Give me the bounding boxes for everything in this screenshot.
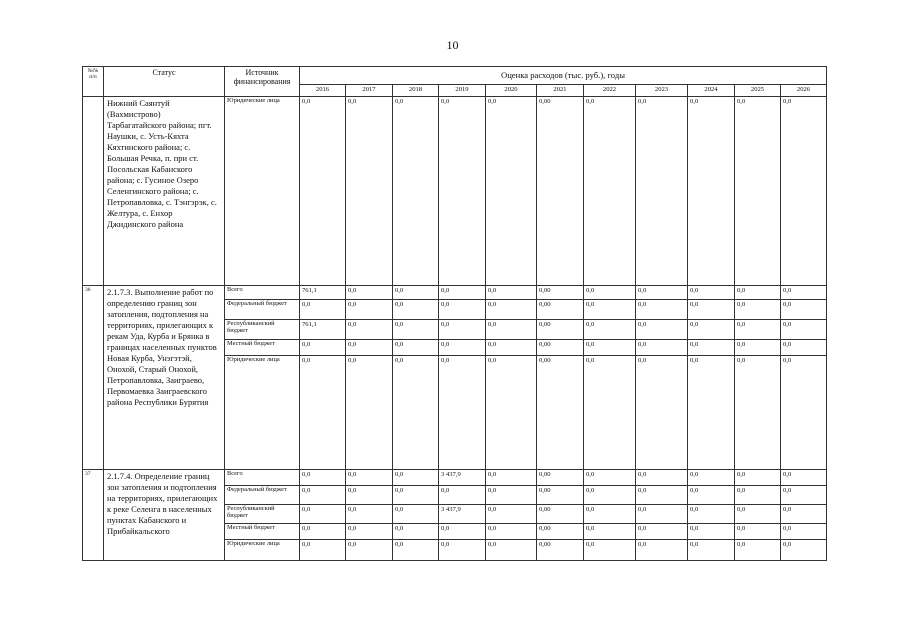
value-cell: 0,00 <box>537 524 584 540</box>
status-cell: 2.1.7.4. Определение границ зон затопления и подтопления на территориях, прилегающих к реке Селенга в населенных пунктах Кабанского и Прибайкальского <box>104 470 225 561</box>
year-header: 2019 <box>439 85 486 97</box>
value-cell: 0,0 <box>688 470 735 486</box>
value-cell: 0,0 <box>688 486 735 505</box>
value-cell: 0,0 <box>346 486 393 505</box>
value-cell: 0,0 <box>486 340 537 356</box>
value-cell: 0,0 <box>735 340 781 356</box>
value-cell: 0,00 <box>537 540 584 561</box>
value-cell: 0,0 <box>584 340 636 356</box>
value-cell: 0,0 <box>735 300 781 320</box>
value-cell: 0,0 <box>439 340 486 356</box>
value-cell: 0,0 <box>439 286 486 300</box>
value-cell: 0,0 <box>346 97 393 286</box>
value-cell: 0,0 <box>439 356 486 470</box>
table-row <box>83 286 827 300</box>
value-cell: 0,0 <box>735 97 781 286</box>
year-header: 2024 <box>688 85 735 97</box>
value-cell: 0,00 <box>537 97 584 286</box>
value-cell: 0,0 <box>584 356 636 470</box>
value-cell: 3 437,9 <box>439 505 486 524</box>
year-header: 2023 <box>636 85 688 97</box>
value-cell: 0,0 <box>346 356 393 470</box>
value-cell: 0,0 <box>735 286 781 300</box>
value-cell: 0,0 <box>688 286 735 300</box>
page-number: 10 <box>446 38 459 52</box>
funding-source: Всего <box>225 470 300 486</box>
funding-source: Юридические лица <box>225 356 300 470</box>
table-body <box>83 67 827 561</box>
value-cell: 0,0 <box>346 524 393 540</box>
value-cell: 0,0 <box>393 300 439 320</box>
value-cell: 0,0 <box>735 524 781 540</box>
value-cell: 0,0 <box>735 356 781 470</box>
value-cell: 0,0 <box>439 540 486 561</box>
value-cell: 0,00 <box>537 486 584 505</box>
value-cell: 0,0 <box>393 286 439 300</box>
value-cell: 0,0 <box>486 486 537 505</box>
header-status: Статус <box>104 67 225 97</box>
value-cell: 0,00 <box>537 320 584 340</box>
value-cell: 0,0 <box>688 97 735 286</box>
row-number: 36 <box>83 286 104 470</box>
value-cell: 0,0 <box>781 470 827 486</box>
value-cell: 0,0 <box>584 470 636 486</box>
value-cell: 0,0 <box>346 286 393 300</box>
value-cell: 0,0 <box>439 97 486 286</box>
status-cell: Нижний Саянтуй (Вахмистрово) Тарбагатайского района; пгт. Наушки, с. Усть-Кяхта Кяхтинского района; с. Большая Речка, п. при ст. Посольская Кабанского района; с. Гусиное Озеро Селенгинского района; с. Петропавловка, с. Тэнгэрэк, с. Желтура, с. Енхор Джидинского района <box>104 97 225 286</box>
funding-source: Местный бюджет <box>225 524 300 540</box>
value-cell: 0,00 <box>537 340 584 356</box>
value-cell: 0,0 <box>346 320 393 340</box>
value-cell: 0,0 <box>688 300 735 320</box>
value-cell: 0,0 <box>346 470 393 486</box>
year-header: 2020 <box>486 85 537 97</box>
header-row <box>83 67 827 85</box>
value-cell: 0,00 <box>537 505 584 524</box>
value-cell: 0,0 <box>688 524 735 540</box>
value-cell: 0,0 <box>636 320 688 340</box>
value-cell: 0,0 <box>636 97 688 286</box>
value-cell: 761,1 <box>300 286 346 300</box>
value-cell: 0,0 <box>688 505 735 524</box>
year-header: 2018 <box>393 85 439 97</box>
value-cell: 0,0 <box>393 356 439 470</box>
value-cell: 0,0 <box>584 97 636 286</box>
funding-source: Республиканский бюджет <box>225 320 300 340</box>
year-header: 2021 <box>537 85 584 97</box>
value-cell: 0,0 <box>393 486 439 505</box>
value-cell: 0,0 <box>300 300 346 320</box>
value-cell: 0,0 <box>393 505 439 524</box>
value-cell: 0,0 <box>688 356 735 470</box>
value-cell: 0,0 <box>486 470 537 486</box>
funding-source: Республиканский бюджет <box>225 505 300 524</box>
value-cell: 0,0 <box>393 540 439 561</box>
value-cell: 0,0 <box>781 286 827 300</box>
value-cell: 0,0 <box>300 505 346 524</box>
value-cell: 0,0 <box>584 524 636 540</box>
funding-source: Юридические лица <box>225 540 300 561</box>
value-cell: 0,0 <box>439 486 486 505</box>
value-cell: 0,0 <box>486 524 537 540</box>
value-cell: 0,0 <box>393 320 439 340</box>
value-cell: 0,0 <box>584 505 636 524</box>
value-cell: 0,0 <box>636 524 688 540</box>
value-cell: 0,0 <box>735 486 781 505</box>
year-header: 2022 <box>584 85 636 97</box>
value-cell: 0,0 <box>486 505 537 524</box>
value-cell: 0,0 <box>636 286 688 300</box>
value-cell: 0,0 <box>300 340 346 356</box>
value-cell: 0,0 <box>781 97 827 286</box>
value-cell: 0,0 <box>439 300 486 320</box>
value-cell: 0,0 <box>584 320 636 340</box>
value-cell: 0,0 <box>393 524 439 540</box>
value-cell: 0,0 <box>346 505 393 524</box>
funding-source: Федеральный бюджет <box>225 486 300 505</box>
value-cell: 0,0 <box>688 320 735 340</box>
header-num: №№ п/п <box>83 67 104 97</box>
year-header: 2026 <box>781 85 827 97</box>
value-cell: 0,0 <box>636 540 688 561</box>
value-cell: 0,0 <box>300 524 346 540</box>
funding-source: Местный бюджет <box>225 340 300 356</box>
value-cell: 0,0 <box>781 505 827 524</box>
value-cell: 0,0 <box>486 97 537 286</box>
value-cell: 0,0 <box>781 340 827 356</box>
value-cell: 0,0 <box>636 470 688 486</box>
value-cell: 0,0 <box>735 505 781 524</box>
value-cell: 0,0 <box>735 470 781 486</box>
value-cell: 0,0 <box>636 300 688 320</box>
value-cell: 0,0 <box>486 320 537 340</box>
value-cell: 0,0 <box>300 470 346 486</box>
year-header: 2025 <box>735 85 781 97</box>
value-cell: 0,00 <box>537 470 584 486</box>
value-cell: 0,0 <box>688 540 735 561</box>
value-cell: 0,0 <box>486 356 537 470</box>
value-cell: 0,0 <box>486 286 537 300</box>
value-cell: 0,0 <box>346 540 393 561</box>
header-source: Источник финансирования <box>225 67 300 97</box>
value-cell: 0,0 <box>584 540 636 561</box>
value-cell: 0,0 <box>636 505 688 524</box>
row-number <box>83 97 104 286</box>
value-cell: 0,0 <box>781 486 827 505</box>
funding-source: Юридические лица <box>225 97 300 286</box>
value-cell: 0,0 <box>636 356 688 470</box>
expense-table <box>82 66 827 561</box>
table-row <box>83 97 827 286</box>
value-cell: 0,0 <box>393 97 439 286</box>
value-cell: 0,0 <box>346 340 393 356</box>
funding-source: Всего <box>225 286 300 300</box>
value-cell: 0,0 <box>393 340 439 356</box>
table-row <box>83 470 827 486</box>
value-cell: 0,0 <box>781 300 827 320</box>
value-cell: 0,0 <box>346 300 393 320</box>
value-cell: 0,0 <box>486 300 537 320</box>
status-cell: 2.1.7.3. Выполнение работ по определению границ зон затопления, подтопления на территориях, прилегающих к рекам Уда, Курба и Брянка в границах населенных пунктов Новая Курба, Унэгэтэй, Онохой, Старый Онохой, Петропавловка, Заиграево, Первомаевка Заиграевского района Республики Бурятия <box>104 286 225 470</box>
year-header: 2016 <box>300 85 346 97</box>
funding-source: Федеральный бюджет <box>225 300 300 320</box>
value-cell: 0,00 <box>537 286 584 300</box>
value-cell: 0,0 <box>781 540 827 561</box>
value-cell: 0,0 <box>781 320 827 340</box>
value-cell: 761,1 <box>300 320 346 340</box>
value-cell: 0,0 <box>439 320 486 340</box>
value-cell: 0,0 <box>688 340 735 356</box>
value-cell: 0,0 <box>300 486 346 505</box>
value-cell: 0,0 <box>300 356 346 470</box>
value-cell: 0,0 <box>300 540 346 561</box>
value-cell: 0,0 <box>636 340 688 356</box>
header-caption: Оценка расходов (тыс. руб.), годы <box>300 67 827 85</box>
value-cell: 0,0 <box>781 524 827 540</box>
value-cell: 0,0 <box>735 540 781 561</box>
row-number: 37 <box>83 470 104 561</box>
value-cell: 0,0 <box>781 356 827 470</box>
value-cell: 0,0 <box>486 540 537 561</box>
value-cell: 0,0 <box>584 300 636 320</box>
value-cell: 0,00 <box>537 300 584 320</box>
value-cell: 3 437,9 <box>439 470 486 486</box>
value-cell: 0,0 <box>439 524 486 540</box>
value-cell: 0,00 <box>537 356 584 470</box>
value-cell: 0,0 <box>584 486 636 505</box>
value-cell: 0,0 <box>636 486 688 505</box>
value-cell: 0,0 <box>300 97 346 286</box>
value-cell: 0,0 <box>393 470 439 486</box>
year-header: 2017 <box>346 85 393 97</box>
value-cell: 0,0 <box>584 286 636 300</box>
value-cell: 0,0 <box>735 320 781 340</box>
